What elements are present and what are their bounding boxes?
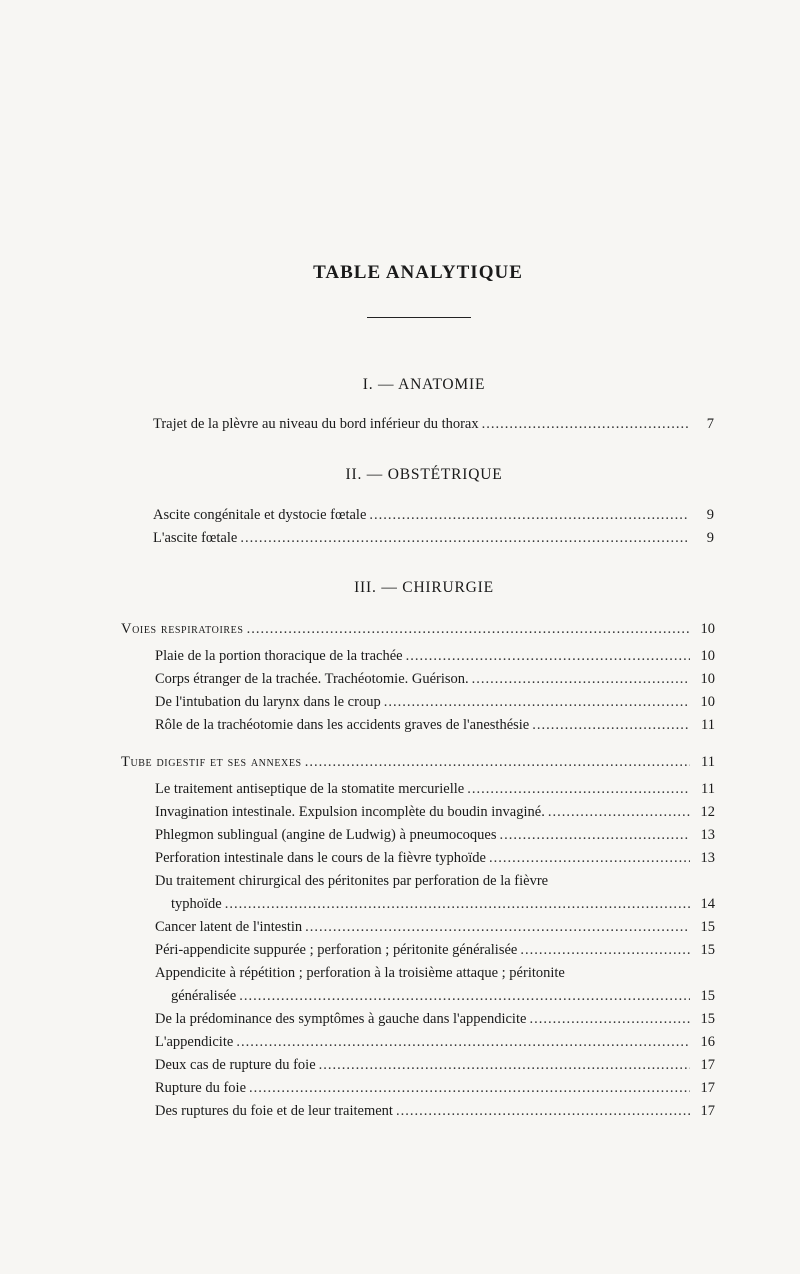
entry-text: Ascite congénitale et dystocie fœtale	[153, 507, 367, 523]
toc-entry	[155, 1010, 715, 1028]
entry-page: 17	[700, 1103, 715, 1119]
entry-page: 16	[700, 1034, 715, 1050]
dot-leader	[396, 1102, 690, 1120]
page-title: TABLE ANALYTIQUE	[313, 262, 523, 283]
entry-text: Voies respiratoires	[121, 621, 244, 637]
dot-leader	[384, 693, 690, 711]
entry-page: 9	[706, 530, 714, 546]
toc-entry	[155, 716, 715, 734]
entry-page: 11	[701, 754, 715, 770]
dot-leader	[247, 620, 690, 638]
dot-leader	[529, 1010, 690, 1028]
dot-leader	[472, 670, 690, 688]
dot-leader	[548, 803, 690, 821]
toc-entry	[153, 529, 714, 547]
dot-leader	[406, 647, 690, 665]
toc-entry	[155, 780, 715, 798]
section-heading-obstetrique: II. — OBSTÉTRIQUE	[345, 466, 503, 483]
toc-subheading-voies	[121, 620, 715, 638]
toc-entry	[155, 803, 715, 821]
dot-leader	[520, 941, 690, 959]
entry-page: 17	[700, 1057, 715, 1073]
dot-leader	[239, 987, 690, 1005]
dot-leader	[236, 1033, 690, 1051]
entry-page: 11	[701, 781, 715, 797]
entry-text: Péri-appendicite suppurée ; perforation ; péritonite généralisée	[155, 942, 518, 958]
entry-page: 9	[706, 507, 714, 523]
entry-page: 7	[706, 416, 714, 432]
section-heading-chirurgie: III. — CHIRURGIE	[354, 579, 494, 596]
toc-entry	[155, 647, 715, 665]
toc-entry	[155, 670, 715, 688]
dot-leader	[482, 415, 689, 433]
entry-page: 10	[700, 694, 715, 710]
entry-page: 15	[700, 919, 715, 935]
entry-page: 13	[700, 827, 715, 843]
entry-page: 13	[700, 850, 715, 866]
entry-text: Tube digestif et ses annexes	[121, 754, 302, 770]
entry-page: 10	[700, 621, 715, 637]
entry-text: Perforation intestinale dans le cours de la fièvre typhoïde	[155, 850, 486, 866]
toc-entry	[155, 826, 715, 844]
toc-entry	[155, 1056, 715, 1074]
entry-text: Plaie de la portion thoracique de la trachée	[155, 648, 403, 664]
toc-entry	[155, 693, 715, 711]
entry-text: Du traitement chirurgical des péritonites par perforation de la fièvre	[155, 873, 549, 889]
toc-subheading-tube	[121, 753, 715, 771]
entry-page: 12	[700, 804, 715, 820]
dot-leader	[319, 1056, 690, 1074]
dot-leader	[305, 753, 690, 771]
toc-entry	[155, 849, 715, 867]
entry-text: Appendicite à répétition ; perforation à la troisième attaque ; péritonite	[155, 965, 565, 981]
toc-entry	[153, 506, 714, 524]
entry-page: 15	[700, 988, 715, 1004]
entry-text: L'appendicite	[155, 1034, 234, 1050]
section-heading-anatomie: I. — ANATOMIE	[362, 376, 486, 393]
toc-entry	[155, 1102, 715, 1120]
entry-text-continued: généralisée	[171, 988, 237, 1004]
toc-entry	[171, 895, 715, 913]
dot-leader	[467, 780, 690, 798]
entry-text: Corps étranger de la trachée. Trachéotomie. Guérison.	[155, 671, 469, 687]
toc-entry	[155, 918, 715, 936]
title-rule	[367, 317, 471, 318]
dot-leader	[249, 1079, 690, 1097]
entry-text: Invagination intestinale. Expulsion incomplète du boudin invaginé.	[155, 804, 545, 820]
entry-page: 10	[700, 671, 715, 687]
toc-entry	[155, 1079, 715, 1097]
entry-text: De l'intubation du larynx dans le croup	[155, 694, 381, 710]
dot-leader	[532, 716, 690, 734]
entry-text: Des ruptures du foie et de leur traitement	[155, 1103, 393, 1119]
dot-leader	[369, 506, 689, 524]
entry-text: Le traitement antiseptique de la stomatite mercurielle	[155, 781, 465, 797]
entry-text: Trajet de la plèvre au niveau du bord inférieur du thorax	[153, 416, 479, 432]
entry-page: 17	[700, 1080, 715, 1096]
toc-entry	[171, 987, 715, 1005]
entry-text-continued: typhoïde	[171, 896, 222, 912]
dot-leader	[489, 849, 690, 867]
entry-page: 10	[700, 648, 715, 664]
entry-page: 11	[701, 717, 715, 733]
toc-entry	[153, 415, 714, 433]
toc-entry	[155, 1033, 715, 1051]
dot-leader	[500, 826, 691, 844]
dot-leader	[225, 895, 690, 913]
entry-text: De la prédominance des symptômes à gauche dans l'appendicite	[155, 1011, 527, 1027]
entry-page: 15	[700, 1011, 715, 1027]
entry-text: Phlegmon sublingual (angine de Ludwig) à pneumocoques	[155, 827, 497, 843]
entry-page: 15	[700, 942, 715, 958]
entry-text: Rupture du foie	[155, 1080, 247, 1096]
dot-leader	[305, 918, 690, 936]
entry-page: 14	[700, 896, 715, 912]
entry-text: Rôle de la trachéotomie dans les accidents graves de l'anesthésie	[155, 717, 530, 733]
dot-leader	[240, 529, 689, 547]
entry-text: Deux cas de rupture du foie	[155, 1057, 316, 1073]
toc-entry	[155, 941, 715, 959]
entry-text: L'ascite fœtale	[153, 530, 238, 546]
entry-text: Cancer latent de l'intestin	[155, 919, 303, 935]
